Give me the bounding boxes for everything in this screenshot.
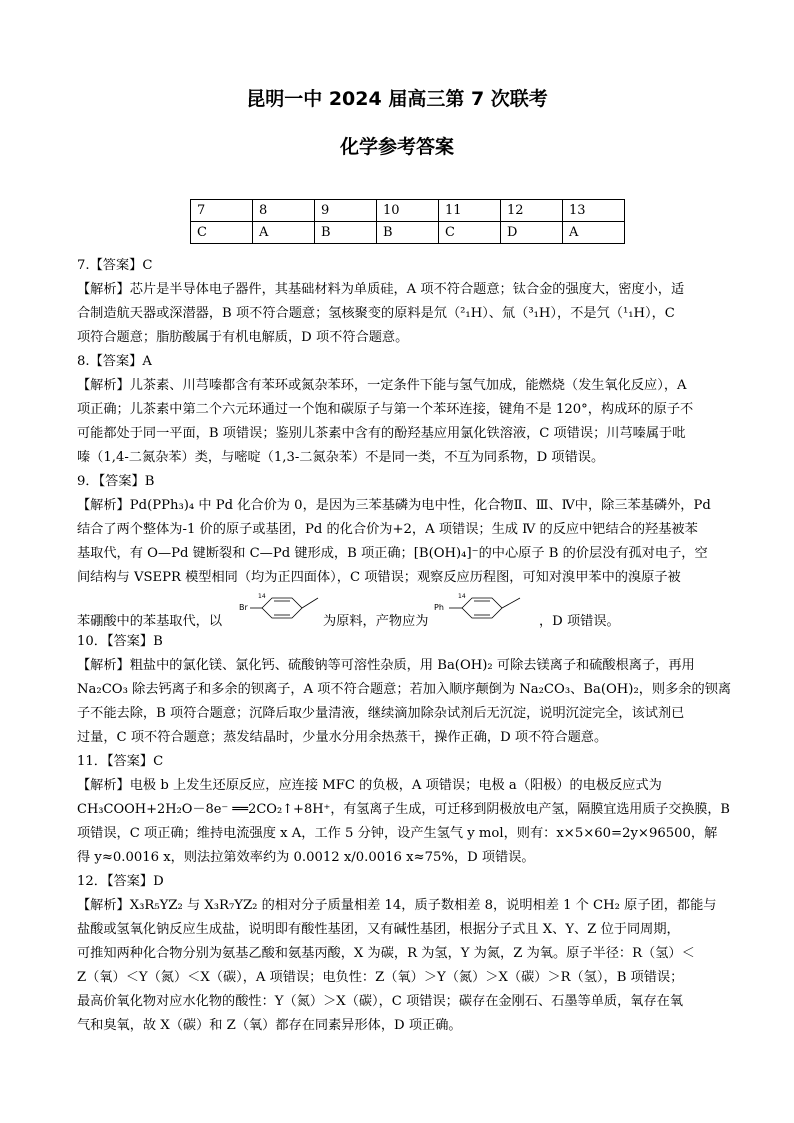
answer-explanations bbox=[77, 254, 737, 1038]
question-7 bbox=[77, 254, 737, 350]
question-number-cell: 7 bbox=[191, 200, 253, 222]
question-number-cell: 10 bbox=[377, 200, 439, 222]
answer-cell: D bbox=[501, 222, 563, 244]
explanation-line: 可推知两种化合物分别为氨基乙酸和氨基丙酸，X 为碳，R 为氢，Y 为氮，Z 为氧。原子半径：R（氢）＜ bbox=[77, 946, 695, 961]
answer-cell: A bbox=[253, 222, 315, 244]
explanation-line: 最高价氧化物对应水化物的酸性：Y（氮）＞X（碳），C 项错误；碳存在金刚石、石墨等单质，氧存在氧 bbox=[77, 994, 684, 1009]
explanation-line: 合制造航天器或深潜器，B 项不符合题意；氢核聚变的原料是氘（²₁H）、氚（³₁H），不是氕（¹₁H），C bbox=[77, 306, 675, 321]
question-10 bbox=[77, 630, 737, 750]
explanation-line: CH₃COOH+2H₂O－8e⁻ ══2CO₂↑+8H⁺，有氢离子生成，可迁移到阴极放电产氢，隔膜宜选用质子交换膜，B bbox=[77, 802, 730, 817]
product-structure bbox=[434, 590, 526, 628]
explanation-line: 子不能去除，B 项符合题意；沉降后取少量清液，继续滴加除杂试剂后无沉淀，说明沉淀完全，该试剂已 bbox=[77, 706, 685, 721]
explanation-line: 基取代，有 O—Pd 键断裂和 C—Pd 键形成，B 项正确；[B(OH)₄]⁻的中心原子 B 的价层没有孤对电子，空 bbox=[77, 546, 708, 561]
explanation-line: 项错误，C 项正确；维持电流强度 x A，工作 5 分钟，设产生氢气 y mol，则有：x×5×60=2y×96500，解 bbox=[77, 826, 718, 841]
explanation-line: 结合了两个整体为-1 价的原子或基团，Pd 的化合价为+2，A 项错误；生成 Ⅳ 的反应中钯结合的羟基被苯 bbox=[77, 522, 698, 537]
explanation-line: 嗪（1,4-二氮杂苯）类，与嘧啶（1,3-二氮杂苯）不是同一类，不互为同系物，D 项错误。 bbox=[77, 450, 605, 465]
answer-table-answer-row bbox=[191, 222, 625, 244]
answer-table-number-row bbox=[191, 200, 625, 222]
question-number-cell: 12 bbox=[501, 200, 563, 222]
explanation-line: 【解析】粗盐中的氯化镁、氯化钙、硫酸钠等可溶性杂质，用 Ba(OH)₂ 可除去镁离子和硫酸根离子，再用 bbox=[77, 658, 695, 673]
question-8 bbox=[77, 350, 737, 470]
phenyl-label: Ph bbox=[434, 603, 444, 612]
answer-cell: C bbox=[191, 222, 253, 244]
isotope-label: 14 bbox=[458, 593, 466, 600]
question-number-cell: 9 bbox=[315, 200, 377, 222]
question-heading: 11．【答案】C bbox=[77, 754, 164, 769]
explanation-line: 气和臭氧，故 X（碳）和 Z（氧）都存在同素异形体，D 项正确。 bbox=[77, 1018, 462, 1033]
explanation-line: 可能都处于同一平面，B 项错误；鉴别儿茶素中含有的酚羟基应用氯化铁溶液，C 项错误；川芎嗪属于吡 bbox=[77, 426, 686, 441]
structure-line bbox=[77, 590, 737, 630]
question-heading: 10．【答案】B bbox=[77, 634, 163, 649]
isotope-label: 14 bbox=[258, 593, 266, 600]
explanation-line: 间结构与 VSEPR 模型相同（均为正四面体），C 项错误；观察反应历程图，可知对溴甲苯中的溴原子被 bbox=[77, 570, 681, 585]
page-subtitle: 化学参考答案 bbox=[339, 136, 454, 158]
explanation-line: 苯硼酸中的苯基取代，以 bbox=[77, 614, 223, 629]
explanation-line: 项正确；儿茶素中第二个六元环通过一个饱和碳原子与第一个苯环连接，键角不是 120°，构成环的原子不 bbox=[77, 402, 694, 417]
explanation-line: 【解析】X₃R₅YZ₂ 与 X₃R₇YZ₂ 的相对分子质量相差 14，质子数相差 8，说明相差 1 个 CH₂ 原子团，都能与 bbox=[77, 898, 717, 913]
question-11 bbox=[77, 750, 737, 870]
explanation-line: 为原料，产物应为 bbox=[323, 614, 429, 629]
question-heading: 7.【答案】C bbox=[77, 258, 153, 273]
bromo-label: Br bbox=[239, 603, 248, 612]
explanation-line: ，D 项错误。 bbox=[539, 614, 620, 629]
bromotoluene-structure bbox=[239, 590, 321, 628]
explanation-line: 【解析】Pd(PPh₃)₄ 中 Pd 化合价为 0，是因为三苯基磷为电中性，化合物Ⅱ、Ⅲ、Ⅳ中，除三苯基磷外，Pd bbox=[77, 498, 711, 513]
answer-table bbox=[190, 199, 625, 244]
question-12 bbox=[77, 870, 737, 1038]
question-heading: 12．【答案】D bbox=[77, 874, 164, 889]
explanation-line: 【解析】芯片是半导体电子器件，其基础材料为单质硅，A 项不符合题意；钛合金的强度大，密度小，适 bbox=[77, 282, 685, 297]
question-9 bbox=[77, 470, 737, 630]
explanation-line: 过量，C 项不符合题意；蒸发结晶时，少量水分用余热蒸干，操作正确，D 项不符合题意。 bbox=[77, 730, 608, 745]
question-heading: 8.【答案】A bbox=[77, 354, 152, 369]
explanation-line: Na₂CO₃ 除去钙离子和多余的钡离子，A 项不符合题意；若加入顺序颠倒为 Na₂CO₃、Ba(OH)₂，则多余的钡离 bbox=[77, 682, 732, 697]
explanation-line: 【解析】电极 b 上发生还原反应，应连接 MFC 的负极，A 项错误；电极 a（阳极）的电极反应式为 bbox=[77, 778, 662, 793]
explanation-line: 盐酸或氢氧化钠反应生成盐，说明即有酸性基团，又有碱性基团，根据分子式且 X、Y、Z 位于同周期， bbox=[77, 922, 680, 937]
explanation-line: Z（氧）＜Y（氮）＜X（碳），A 项错误；电负性：Z（氧）＞Y（氮）＞X（碳）＞R（氢），B 项错误； bbox=[77, 970, 684, 985]
question-number-cell: 8 bbox=[253, 200, 315, 222]
answer-cell: B bbox=[377, 222, 439, 244]
answer-cell: C bbox=[439, 222, 501, 244]
explanation-line: 【解析】儿茶素、川芎嗪都含有苯环或氮杂苯环，一定条件下能与氢气加成，能燃烧（发生氧化反应），A bbox=[77, 378, 687, 393]
question-number-cell: 13 bbox=[563, 200, 625, 222]
question-number-cell: 11 bbox=[439, 200, 501, 222]
explanation-line: 项符合题意；脂肪酸属于有机电解质，D 项不符合题意。 bbox=[77, 330, 409, 345]
question-heading: 9．【答案】B bbox=[77, 474, 155, 489]
explanation-line: 得 y≈0.0016 x，则法拉第效率约为 0.0012 x/0.0016 x≈75%，D 项错误。 bbox=[77, 850, 535, 865]
answer-cell: B bbox=[315, 222, 377, 244]
answer-cell: A bbox=[563, 222, 625, 244]
page-title: 昆明一中 2024 届高三第 7 次联考 bbox=[246, 88, 548, 110]
